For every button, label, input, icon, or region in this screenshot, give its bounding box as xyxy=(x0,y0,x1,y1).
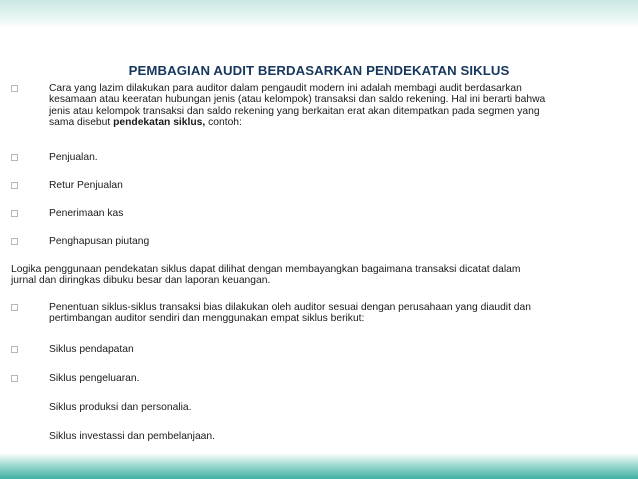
example-label: Penghapusan piutang xyxy=(49,236,150,247)
intro-line: Cara yang lazim dilakukan para auditor dalam pengaudit modern ini adalah membagi audit berdasarkan xyxy=(49,83,522,94)
bullet-box-icon xyxy=(11,182,18,189)
cycle-label: Siklus pengeluaran. xyxy=(49,373,140,384)
determination-text xyxy=(49,302,609,325)
bullet-box-icon xyxy=(11,346,18,353)
intro-line: jenis atau kelompok transaksi dan saldo rekening yang berkaitan erat akan ditempatkan pada segmen yang xyxy=(49,105,540,117)
example-label: Retur Penjualan xyxy=(49,180,123,191)
intro-text-part: sama disebut xyxy=(49,116,114,128)
bullet-box-icon xyxy=(11,304,18,311)
bullet-box-icon xyxy=(11,154,18,161)
intro-text-part: contoh: xyxy=(205,116,242,128)
determination-line: Penentuan siklus-siklus transaksi bias dilakukan oleh auditor sesuai dengan perusahaan yang diaudit dan xyxy=(49,302,531,313)
slide-title: PEMBAGIAN AUDIT BERDASARKAN PENDEKATAN SIKLUS xyxy=(128,63,510,78)
bullet-box-icon xyxy=(11,238,18,245)
determination-line: pertimbangan auditor sendiri dan menggunakan empat siklus berikut: xyxy=(49,313,365,325)
intro-line xyxy=(49,117,609,128)
logic-line: Logika penggunaan pendekatan siklus dapat dilihat dengan membayangkan bagaimana transaksi dicatat dalam xyxy=(11,264,521,275)
logic-text xyxy=(11,264,611,287)
cycle-label: Siklus produksi dan personalia. xyxy=(49,402,192,413)
example-label: Penjualan. xyxy=(49,152,98,163)
intro-emphasis: pendekatan siklus, xyxy=(113,116,206,128)
logic-line: jurnal dan diringkas dibuku besar dan laporan keuangan. xyxy=(11,275,271,287)
example-label: Penerimaan kas xyxy=(49,208,124,219)
bullet-box-icon xyxy=(11,210,18,217)
top-decorative-band xyxy=(0,0,638,28)
bottom-decorative-band xyxy=(0,453,638,479)
intro-line: kesamaan atau keeratan hubungan jenis (atau kelompok) transaksi dan saldo rekening. Hal ini berarti bahwa xyxy=(49,94,546,106)
cycle-label: Siklus pendapatan xyxy=(49,344,134,355)
intro-text xyxy=(49,83,609,128)
bullet-box-icon xyxy=(11,85,18,92)
cycle-label: Siklus investassi dan pembelanjaan. xyxy=(49,431,215,442)
bullet-box-icon xyxy=(11,375,18,382)
